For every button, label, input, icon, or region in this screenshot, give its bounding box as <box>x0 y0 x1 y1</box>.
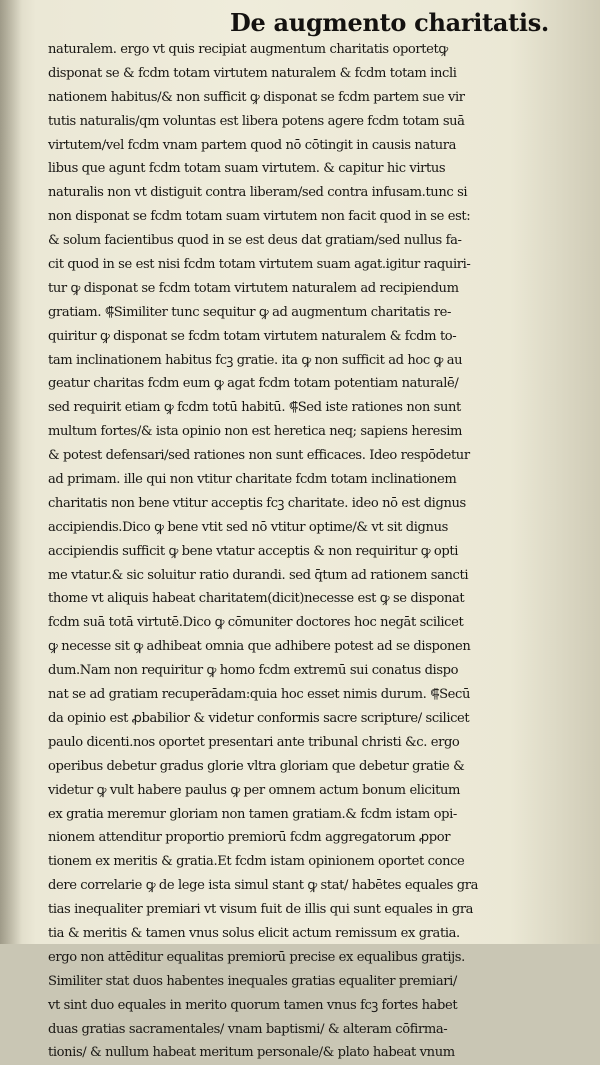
text-line: tutis naturalis/qm voluntas est libera potens agere fcdm totam suā <box>48 113 465 129</box>
text-line: da opinio est ꝓbabilior & videtur conformis sacre scripture/ scilicet <box>48 710 470 726</box>
gutter-shadow <box>0 0 22 944</box>
text-line: libus que agunt fcdm totam suam virtutem. & capitur hic virtus <box>48 161 446 177</box>
text-line: tur ꝙ disponat se fcdm totam virtutem naturalem ad recipiendum <box>48 280 459 296</box>
text-line: ad primam. ille qui non vtitur charitate fcdm totam inclinationem <box>48 472 457 488</box>
text-line: virtutem/vel fcdm vnam partem quod nō cōtingit in causis natura <box>48 137 457 153</box>
text-line: naturalis non vt distiguit contra liberam/sed contra infusam.tunc si <box>48 185 468 201</box>
text-line: accipiendis.Dico ꝙ bene vtit sed nō vtitur optime/& vt sit dignus <box>48 519 448 535</box>
text-line: tam inclinationem habitus fcꝫ gratie. ita ꝙ non sufficit ad hoc ꝙ au <box>48 352 463 368</box>
text-line: & potest defensari/sed rationes non sunt efficaces. Ideo respōdetur <box>48 448 470 464</box>
text-line: thome vt aliquis habeat charitatem(dicit)necesse est ꝙ se disponat <box>48 591 465 607</box>
text-line: ꝙ necesse sit ꝙ adhibeat omnia que adhibere potest ad se disponen <box>48 639 471 655</box>
text-line: Similiter stat duos habentes inequales gratias equaliter premiari/ <box>48 973 457 989</box>
text-line: & solum facientibus quod in se est deus dat gratiam/sed nullus fa- <box>48 233 462 249</box>
text-line: disponat se & fcdm totam virtutem naturalem & fcdm totam incli <box>48 65 457 81</box>
text-line: videtur ꝙ vult habere paulus ꝙ per omnem actum bonum elicitum <box>48 782 461 798</box>
text-line: naturalem. ergo vt quis recipiat augmentum charitatis oportetꝙ <box>48 42 448 57</box>
text-line: charitatis non bene vtitur acceptis fcꝫ charitate. ideo nō est dignus <box>48 495 466 511</box>
text-line: quiritur ꝙ disponat se fcdm totam virtutem naturalem & fcdm to- <box>48 328 457 344</box>
text-line: non disponat se fcdm totam suam virtutem non facit quod in se est: <box>48 209 471 225</box>
text-line: vt sint duo equales in merito quorum tamen vnus fcꝫ fortes habet <box>48 997 458 1013</box>
text-line: me vtatur.& sic soluitur ratio durandi. sed q̄tum ad rationem sancti <box>48 567 469 583</box>
text-line: tia & meritis & tamen vnus solus elicit actum remissum ex gratia. <box>48 925 460 941</box>
text-line: operibus debetur gradus glorie vltra gloriam que debetur gratie & <box>48 758 465 774</box>
text-line: cit quod in se est nisi fcdm totam virtutem suam agat.igitur raquiri- <box>48 257 471 273</box>
text-line: ergo non attēditur equalitas premiorū precise ex equalibus gratijs. <box>48 949 465 965</box>
text-line: tionis/ & nullum habeat meritum personale/& plato habeat vnum <box>48 1045 455 1061</box>
text-line: multum fortes/& ista opinio non est heretica neq; sapiens heresim <box>48 424 463 440</box>
text-line: dere correlarie ꝙ de lege ista simul stant ꝙ stat/ habētes equales gra <box>48 878 479 894</box>
text-line: dum.Nam non requiritur ꝙ homo fcdm extremū sui conatus dispo <box>48 663 459 679</box>
text-line: tionem ex meritis & gratia.Et fcdm istam opinionem oportet conce <box>48 854 465 870</box>
body-text <box>48 38 588 1061</box>
text-line: ex gratia meremur gloriam non tamen gratiam.& fcdm istam opi- <box>48 806 457 822</box>
text-line: nionem attenditur proportio premiorū fcdm aggregatorum ꝓpor <box>48 830 451 846</box>
text-line: accipiendis sufficit ꝙ bene vtatur acceptis & non requiritur ꝙ opti <box>48 543 459 559</box>
text-line: geatur charitas fcdm eum ꝙ agat fcdm totam potentiam naturalē/ <box>48 376 459 392</box>
text-line: nationem habitus/& non sufficit ꝙ disponat se fcdm partem sue vir <box>48 89 465 105</box>
text-line: tias inequaliter premiari vt visum fuit de illis qui sunt equales in gra <box>48 902 474 918</box>
text-line: gratiam. ⸿Similiter tunc sequitur ꝙ ad augmentum charitatis re- <box>48 304 451 320</box>
text-line: fcdm suā totā virtutē.Dico ꝙ cōmuniter doctores hoc negāt scilicet <box>48 615 464 631</box>
text-line: duas gratias sacramentales/ vnam baptismi/ & alteram cōfirma- <box>48 1021 448 1037</box>
text-line: nat se ad gratiam recuperādam:quia hoc esset nimis durum. ⸿Secū <box>48 687 470 703</box>
text-line: sed requirit etiam ꝙ fcdm totū habitū. ⸿Sed iste rationes non sunt <box>48 400 461 416</box>
text-line: paulo dicenti.nos oportet presentari ante tribunal christi &c. ergo <box>48 734 460 750</box>
running-head: De augmento charitatis. <box>230 8 549 37</box>
